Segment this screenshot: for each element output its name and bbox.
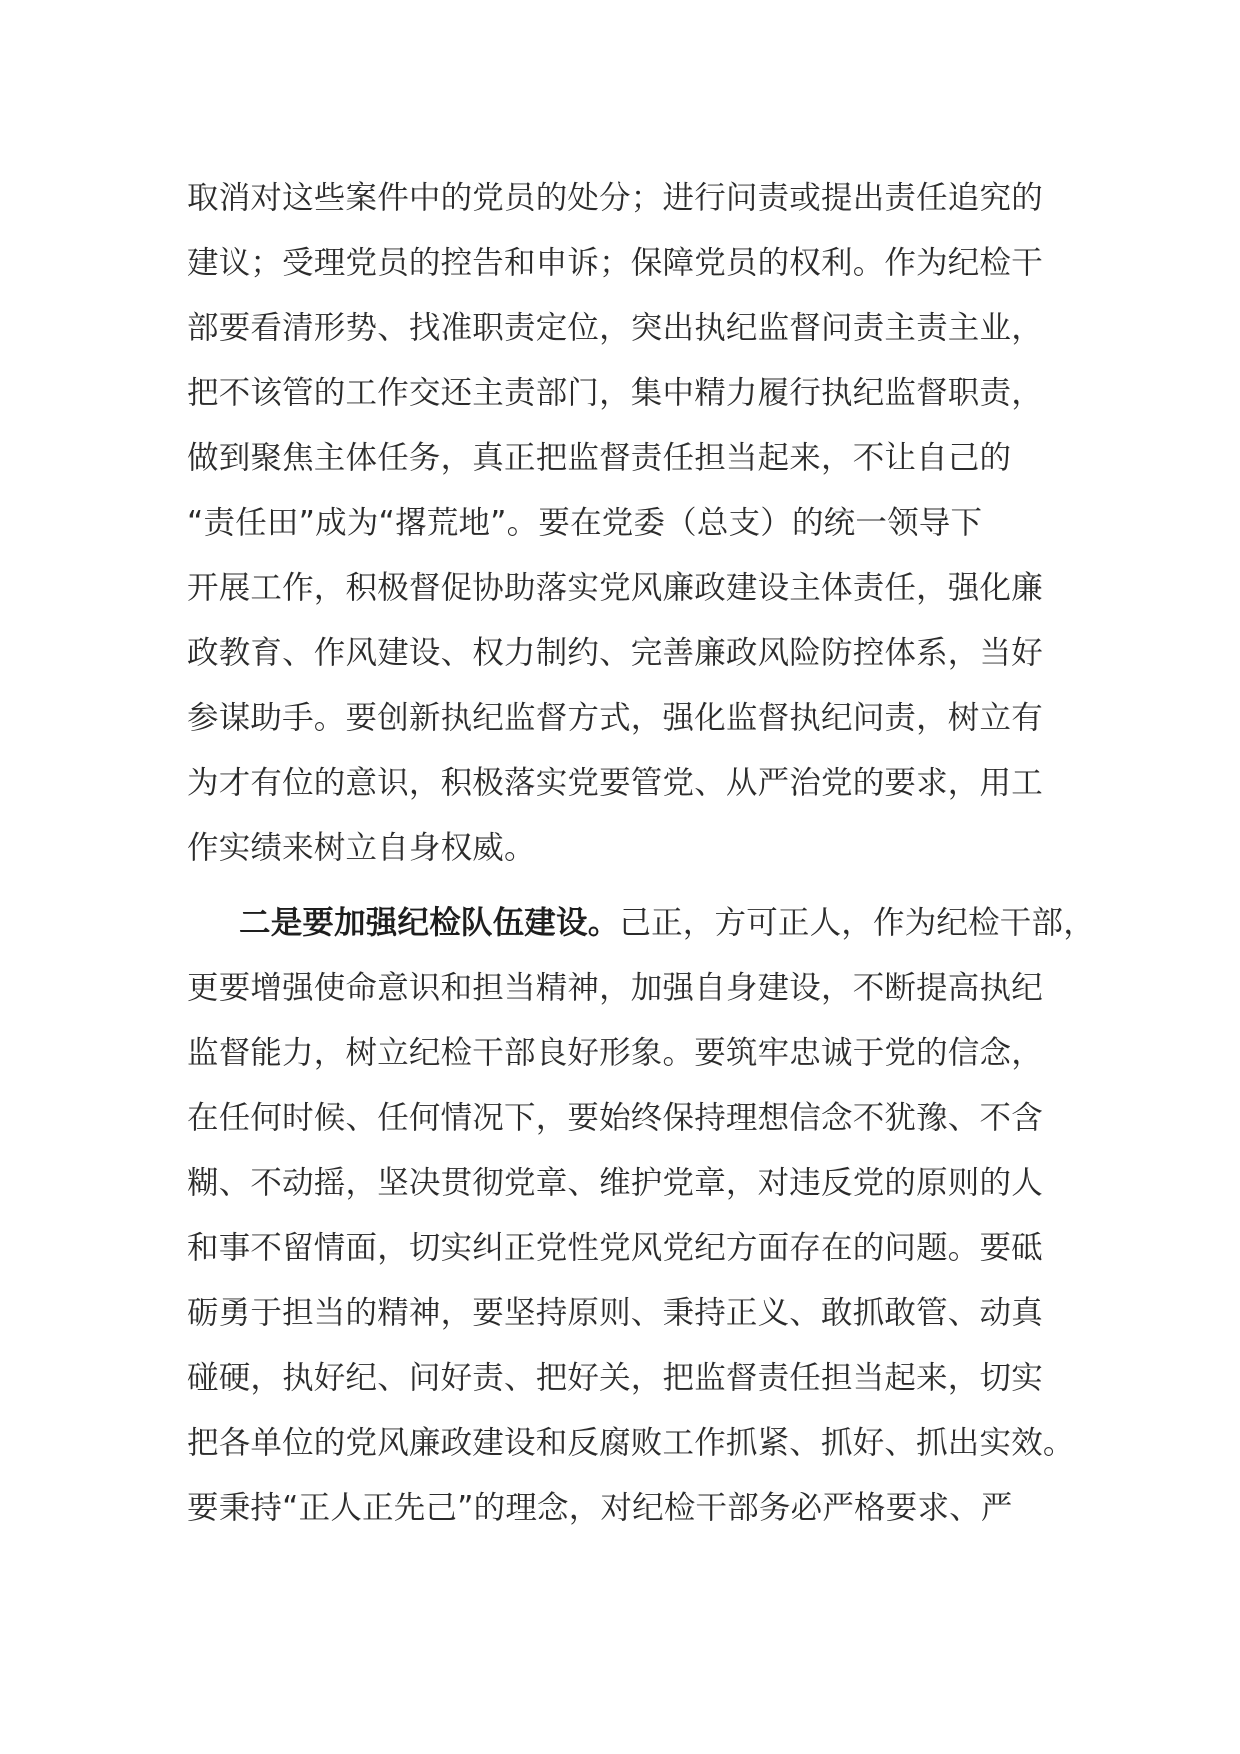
text-line: 碰硬，执好纪、问好责、把好关，把监督责任担当起来，切实	[187, 1360, 1043, 1396]
text-line: 在任何时候、任何情况下，要始终保持理想信念不犹豫、不含	[187, 1100, 1043, 1136]
text-line: 把各单位的党风廉政建设和反腐败工作抓紧、抓好、抓出实效。	[187, 1425, 1075, 1461]
text-line: 开展工作，积极督促协助落实党风廉政建设主体责任，强化廉	[187, 570, 1043, 606]
text-line: 参谋助手。要创新执纪监督方式，强化监督执纪问责，树立有	[187, 700, 1043, 736]
text-line: 砺勇于担当的精神，要坚持原则、秉持正义、敢抓敢管、动真	[187, 1295, 1043, 1331]
text-line: 要秉持“正人正先己”的理念，对纪检干部务必严格要求、严	[187, 1490, 1013, 1526]
text-line: 取消对这些案件中的党员的处分；进行问责或提出责任追究的	[187, 180, 1043, 216]
paragraph-lead-text: 己正，方可正人，作为纪检干部，	[619, 905, 1095, 941]
text-line: 更要增强使命意识和担当精神，加强自身建设，不断提高执纪	[187, 970, 1043, 1006]
paragraph-gap	[187, 881, 1057, 891]
paragraph-heading: 二是要加强纪检队伍建设。	[239, 905, 620, 941]
text-line: 把不该管的工作交还主责部门，集中精力履行执纪监督职责，	[187, 375, 1043, 411]
paragraph-1	[187, 166, 1057, 881]
text-line: 建议；受理党员的控告和申诉；保障党员的权利。作为纪检干	[187, 245, 1043, 281]
document-body	[187, 166, 1095, 1541]
text-line: 政教育、作风建设、权力制约、完善廉政风险防控体系，当好	[187, 635, 1043, 671]
text-line-first	[187, 891, 1095, 956]
text-line: “责任田”成为“撂荒地”。要在党委（总支）的统一领导下	[187, 505, 983, 541]
paragraph-2	[187, 891, 1095, 1541]
text-line: 和事不留情面，切实纠正党性党风党纪方面存在的问题。要砥	[187, 1230, 1043, 1266]
text-line: 作实绩来树立自身权威。	[187, 830, 536, 866]
text-line: 糊、不动摇，坚决贯彻党章、维护党章，对违反党的原则的人	[187, 1165, 1043, 1201]
text-line: 部要看清形势、找准职责定位，突出执纪监督问责主责主业，	[187, 310, 1043, 346]
text-line: 为才有位的意识，积极落实党要管党、从严治党的要求，用工	[187, 765, 1043, 801]
text-line: 做到聚焦主体任务，真正把监督责任担当起来，不让自己的	[187, 440, 1012, 476]
text-line: 监督能力，树立纪检干部良好形象。要筑牢忠诚于党的信念，	[187, 1035, 1043, 1071]
